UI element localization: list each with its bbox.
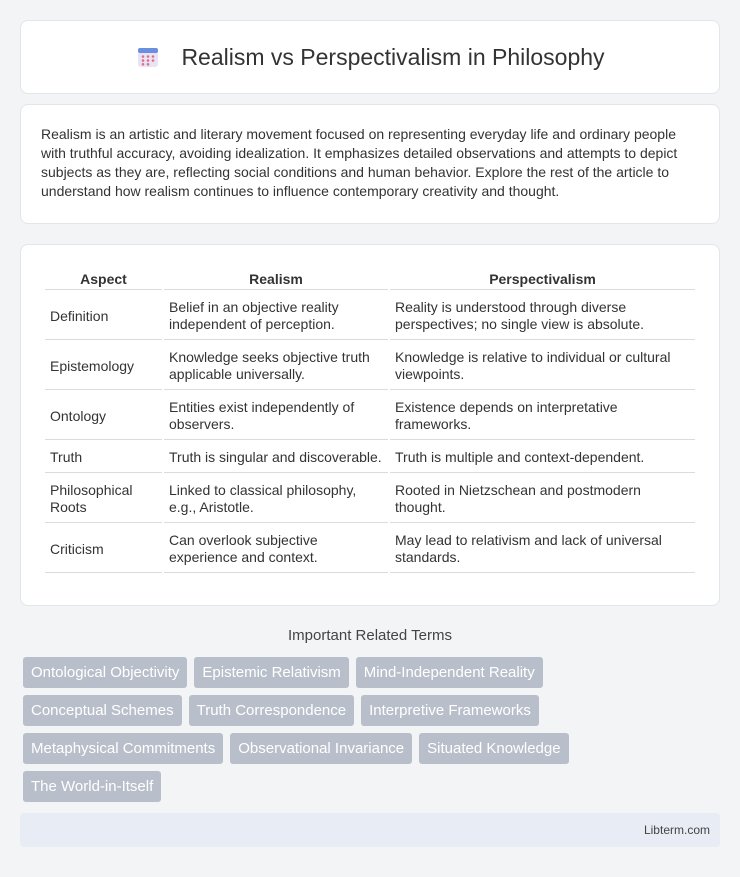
table-row [45, 292, 695, 340]
related-term-tag[interactable]: Ontological Objectivity [23, 657, 187, 688]
table-row [45, 342, 695, 390]
table-row [45, 392, 695, 440]
related-terms-title: Important Related Terms [288, 627, 452, 644]
cell-realism: Linked to classical philosophy, e.g., Aristotle. [164, 475, 388, 523]
header-aspect: Aspect [45, 267, 162, 290]
related-term-tag[interactable]: Epistemic Relativism [194, 657, 348, 688]
intro-card [20, 104, 720, 224]
table-row [45, 475, 695, 523]
cell-perspectivalism: Rooted in Nietzschean and postmodern thought. [390, 475, 695, 523]
related-term-tag[interactable]: The World-in-Itself [23, 771, 161, 802]
intro-paragraph: Realism is an artistic and literary movement focused on representing everyday life and ordinary people with truthful accuracy, avoiding idealization. It emphasizes detailed observations and attempts to depict subjects as they are, reflecting social conditions and human behavior. Explore the rest of the article to understand how realism continues to influence contemporary creativity and thought. [41, 126, 678, 199]
page-title: Realism vs Perspectivalism in Philosophy [181, 43, 605, 70]
related-terms-list [23, 657, 623, 802]
cell-realism: Entities exist independently of observers. [164, 392, 388, 440]
related-term-tag[interactable]: Situated Knowledge [419, 733, 568, 764]
table-row [45, 442, 695, 473]
cell-realism: Knowledge seeks objective truth applicable universally. [164, 342, 388, 390]
footer-site-link[interactable]: Libterm.com [643, 823, 710, 837]
cell-perspectivalism: Truth is multiple and context-dependent. [390, 442, 695, 473]
header-realism: Realism [164, 267, 388, 290]
comparison-table [43, 265, 697, 575]
cell-aspect: Philosophical Roots [45, 475, 162, 523]
cell-perspectivalism: Knowledge is relative to individual or cultural viewpoints. [390, 342, 695, 390]
cell-aspect: Definition [45, 292, 162, 340]
cell-aspect: Ontology [45, 392, 162, 440]
cell-aspect: Truth [45, 442, 162, 473]
cell-aspect: Epistemology [45, 342, 162, 390]
cell-realism: Can overlook subjective experience and context. [164, 525, 388, 573]
related-term-tag[interactable]: Observational Invariance [230, 733, 412, 764]
footer [20, 813, 720, 847]
cell-realism: Truth is singular and discoverable. [164, 442, 388, 473]
cell-perspectivalism: Existence depends on interpretative frameworks. [390, 392, 695, 440]
table-header-row [45, 267, 695, 290]
header-perspectivalism: Perspectivalism [390, 267, 695, 290]
cell-perspectivalism: Reality is understood through diverse perspectives; no single view is absolute. [390, 292, 695, 340]
cell-perspectivalism: May lead to relativism and lack of universal standards. [390, 525, 695, 573]
table-row [45, 525, 695, 573]
related-term-tag[interactable]: Conceptual Schemes [23, 695, 182, 726]
title-wrap [135, 44, 604, 71]
cell-realism: Belief in an objective reality independent of perception. [164, 292, 388, 340]
cell-aspect: Criticism [45, 525, 162, 573]
related-term-tag[interactable]: Metaphysical Commitments [23, 733, 223, 764]
related-term-tag[interactable]: Interpretive Frameworks [361, 695, 539, 726]
related-term-tag[interactable]: Mind-Independent Reality [356, 657, 543, 688]
header-card [20, 20, 720, 94]
calendar-icon [135, 44, 161, 70]
related-term-tag[interactable]: Truth Correspondence [189, 695, 355, 726]
comparison-table-card [20, 244, 720, 606]
